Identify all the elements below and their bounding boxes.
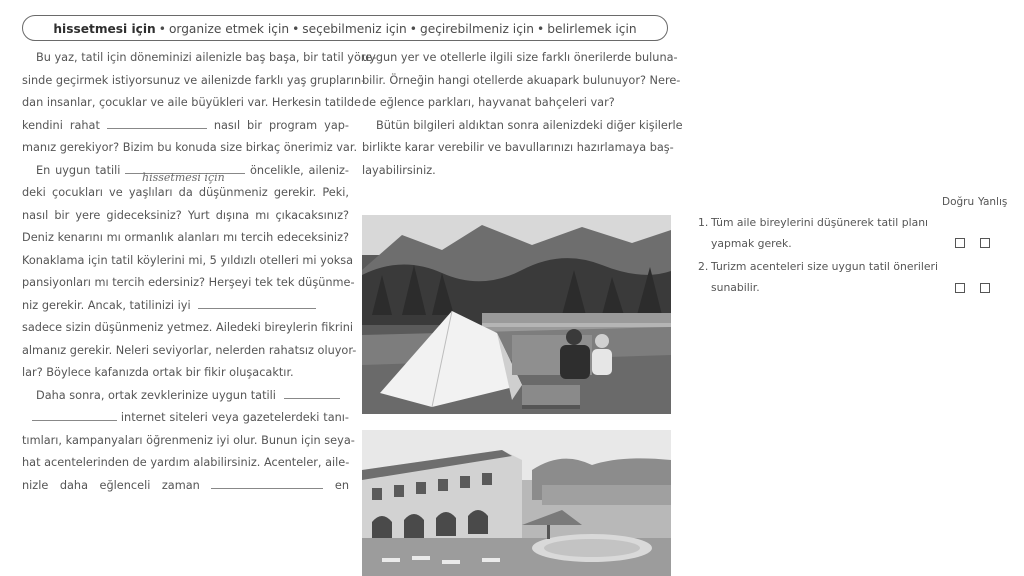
word-bank-item: belirlemek için	[547, 22, 637, 36]
word-bank-item: geçirebilmeniz için	[419, 22, 535, 36]
text-column-right	[362, 47, 683, 182]
quiz-item-number: 1.	[698, 216, 709, 229]
text-line: sadece sizin düşünmeniz yetmez. Ailedeki bireylerin fikrini	[22, 321, 354, 334]
text-line: bilir. Örneğin hangi otellerde akuapark bulunuyor? Nere-	[362, 73, 681, 87]
false-column-header: Yanlış	[978, 196, 1008, 208]
true-column-header: Doğru	[942, 196, 975, 208]
quiz-item-text: sunabilir.	[711, 281, 760, 294]
word-bank-item: organize etmek için	[168, 22, 290, 36]
fill-blank[interactable]	[107, 116, 207, 129]
hotel-photo	[362, 430, 671, 576]
text-line: nasıl bir yere gideceksiniz? Yurt dışına mı çıkacaksınız?	[22, 208, 349, 222]
text-line: lar? Böylece kafanızda ortak bir fikir oluşacaktır.	[22, 366, 294, 379]
word-bank-item: seçebilmeniz için	[302, 22, 407, 36]
text-line: Daha sonra, ortak zevklerinize uygun tatili	[22, 385, 349, 408]
true-checkbox[interactable]	[955, 238, 965, 248]
quiz-item-text: Tüm aile bireylerini düşünerek tatil planı	[711, 216, 929, 229]
quiz-item-text: yapmak gerek.	[711, 237, 792, 250]
text-line: niz gerekir. Ancak, tatilinizi iyi	[22, 295, 349, 318]
true-checkbox[interactable]	[955, 283, 965, 293]
text-line: Konaklama için tatil köylerini mi, 5 yıldızlı otelleri mi yoksa	[22, 253, 354, 267]
text-line: pansiyonları mı tercih edersiniz? Herşeyi tek tek düşünme-	[22, 276, 355, 289]
text-line: birlikte karar verebilir ve bavullarınızı hazırlamaya baş-	[362, 141, 674, 154]
quiz-item	[698, 212, 928, 254]
text-line: sinde geçirmek istiyorsunuz ve ailenizde farklı yaş grupların-	[22, 73, 366, 87]
text-line: nizle daha eğlenceli zaman en	[22, 475, 349, 498]
text-line: hat acentelerinden de yardım alabilirsiniz. Acenteler, aile-	[22, 456, 350, 469]
text-column-left	[22, 47, 377, 497]
text-line: tımları, kampanyaları öğrenmeniz iyi olur. Bunun için seya-	[22, 433, 355, 447]
text-line: En uygun tatili öncelikle, aileniz-	[22, 160, 349, 183]
text-line: Bütün bilgileri aldıktan sonra ailenizdeki diğer kişilerle	[376, 118, 683, 132]
text-line: Bu yaz, tatil için döneminizi ailenizle baş başa, bir tatil yöre-	[36, 51, 377, 64]
quiz-item	[698, 256, 938, 298]
fill-blank[interactable]	[198, 296, 316, 309]
word-bank: hissetmesi için • organize etmek için • seçebilmeniz için • geçirebilmeniz için • belirlemek için	[22, 15, 668, 41]
word-bank-item: hissetmesi için	[53, 22, 156, 36]
fill-blank[interactable]	[211, 476, 323, 489]
fill-blank[interactable]	[32, 408, 117, 421]
text-line: de eğlence parkları, hayvanat bahçeleri var?	[362, 96, 615, 109]
text-line: deki çocukları ve yaşlıları da düşünmeniz gerekir. Peki,	[22, 186, 349, 199]
false-checkbox[interactable]	[980, 238, 990, 248]
quiz-item-text: Turizm acenteleri size uygun tatil önerileri	[711, 260, 938, 273]
text-line: internet siteleri veya gazetelerdeki tanı-	[22, 407, 349, 430]
text-line: kendini rahat nasıl bir program yap-	[22, 115, 349, 138]
camping-photo	[362, 215, 671, 414]
text-line: dan insanlar, çocuklar ve aile büyükleri var. Herkesin tatilde	[22, 96, 362, 109]
text-line: layabilirsiniz.	[362, 163, 436, 177]
quiz-item-number: 2.	[698, 260, 709, 273]
text-line: Deniz kenarını mı ormanlık alanları mı tercih edeceksiniz?	[22, 231, 349, 244]
text-line: uygun yer ve otellerle ilgili size farklı önerilerde buluna-	[362, 51, 678, 64]
text-line: almanız gerekir. Neleri seviyorlar, nelerden rahatsız oluyor-	[22, 343, 357, 357]
handwritten-answer: hissetmesi için	[142, 171, 225, 184]
fill-blank[interactable]	[284, 386, 340, 399]
text-line: manız gerekiyor? Bizim bu konuda size birkaç önerimiz var.	[22, 141, 358, 154]
false-checkbox[interactable]	[980, 283, 990, 293]
